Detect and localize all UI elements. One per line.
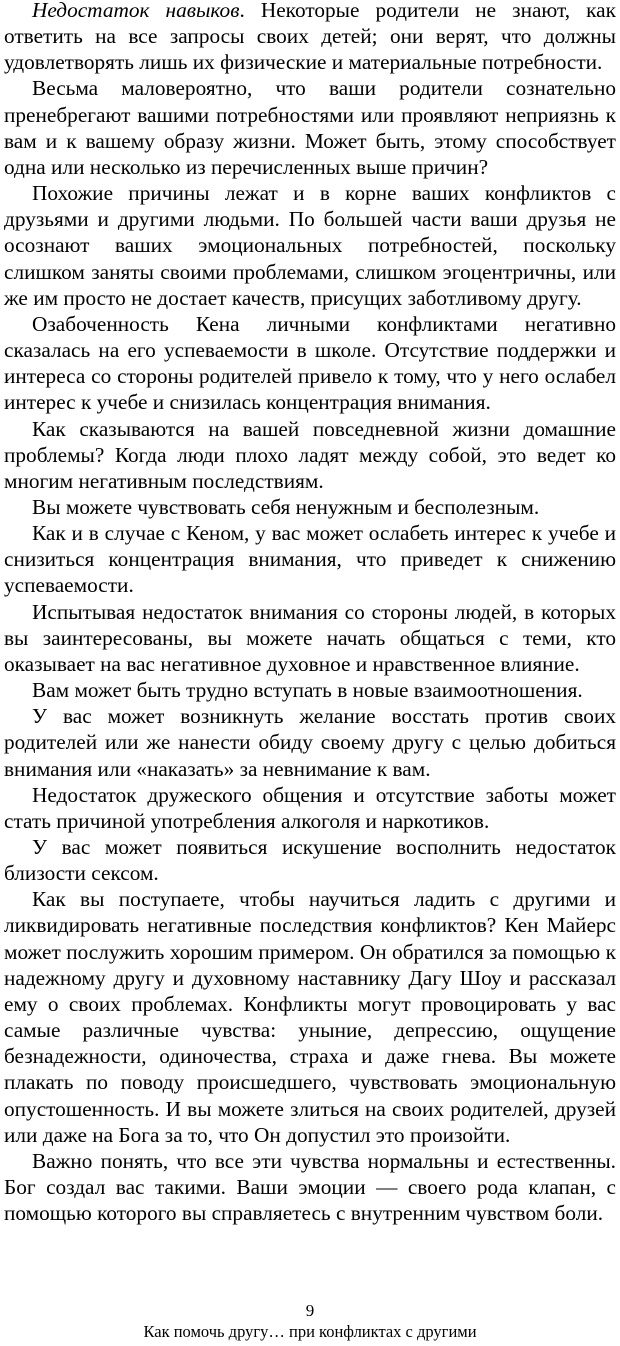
paragraph-text: . Некоторые родители не знают, как ответить на все запросы своих детей; они верят, что должны удовлетворять лишь их физические и материальные потребности.: [4, 0, 616, 75]
paragraph: Как и в случае с Кеном, у вас может ослабеть интерес к учебе и снизиться концентрация внимания, что приведет к снижению успеваемости.: [4, 521, 616, 598]
paragraph: У вас может возникнуть желание восстать против своих родителей или же нанести обиду своему другу с целью добиться внимания или «наказать» за невнимание к вам.: [4, 704, 616, 781]
paragraph-lead-italic: Недостаток навыков: [32, 0, 240, 22]
paragraph: Недостаток дружеского общения и отсутствие заботы может стать причиной употребления алкоголя и наркотиков.: [4, 782, 616, 833]
paragraph: Похожие причины лежат и в корне ваших конфликтов с друзьями и другими людьми. По большей части ваши друзья не осознают ваших эмоциональных потребностей, поскольку слишком заняты своими проблемами, слишком эгоцентричны, или же им просто не достает качеств, присущих заботливому другу.: [4, 181, 616, 310]
running-footer: Как помочь другу… при конфликтах с другими: [143, 1322, 477, 1341]
paragraph: Вы можете чувствовать себя ненужным и бесполезным.: [32, 494, 540, 519]
paragraph: Вам может быть трудно вступать в новые взаимоотношения.: [32, 678, 583, 703]
paragraph: Озабоченность Кена личными конфликтами негативно сказалась на его успеваемости в школе. Отсутствие поддержки и интереса со стороны родителей привело к тому, что у него ослабел интерес к учебе и снизилась концентрация внимания.: [4, 311, 616, 415]
paragraph: Испытывая недостаток внимания со стороны людей, в которых вы заинтересованы, вы можете начать общаться с теми, кто оказывает на вас негативное духовное и нравственное влияние.: [4, 599, 616, 676]
paragraph: У вас может появиться искушение восполнить недостаток близости сексом.: [4, 835, 616, 886]
paragraph: Важно понять, что все эти чувства нормальны и естественны. Бог создал вас такими. Ваши эмоции — своего рода клапан, с помощью которого вы справляетесь с внутренним чувством боли.: [4, 1148, 616, 1226]
paragraph: Весьма маловероятно, что ваши родители сознательно пренебрегают вашими потребностями или проявляют неприязнь к вам и к вашему образу жизни. Может быть, этому способствует одна или несколько из перечисленных выше причин?: [4, 76, 616, 179]
paragraph: Как сказываются на вашей повседневной жизни домашние проблемы? Когда люди плохо ладят между собой, это ведет ко многим негативным последствиям.: [4, 416, 616, 493]
body-text: [4, 0, 616, 1226]
page-number: 9: [305, 1301, 315, 1320]
paragraph: [4, 0, 616, 75]
paragraph: Как вы поступаете, чтобы научиться ладить с другими и ликвидировать негативные последствия конфликтов? Кен Майерс может послужить хорошим примером. Он обратился за помощью к надежному другу и духовному наставнику Дагу Шоу и рассказал ему о своих проблемах. Конфликты могут провоцировать у вас самые различные чувства: уныние, депрессию, ощущение безнадежности, одиночества, страха и даже гнева. Вы можете плакать по поводу происшедшего, чувствовать эмоциональную опустошенность. И вы можете злиться на своих родителей, друзей или даже на Бога за то, что Он допустил это произойти.: [4, 887, 616, 1147]
